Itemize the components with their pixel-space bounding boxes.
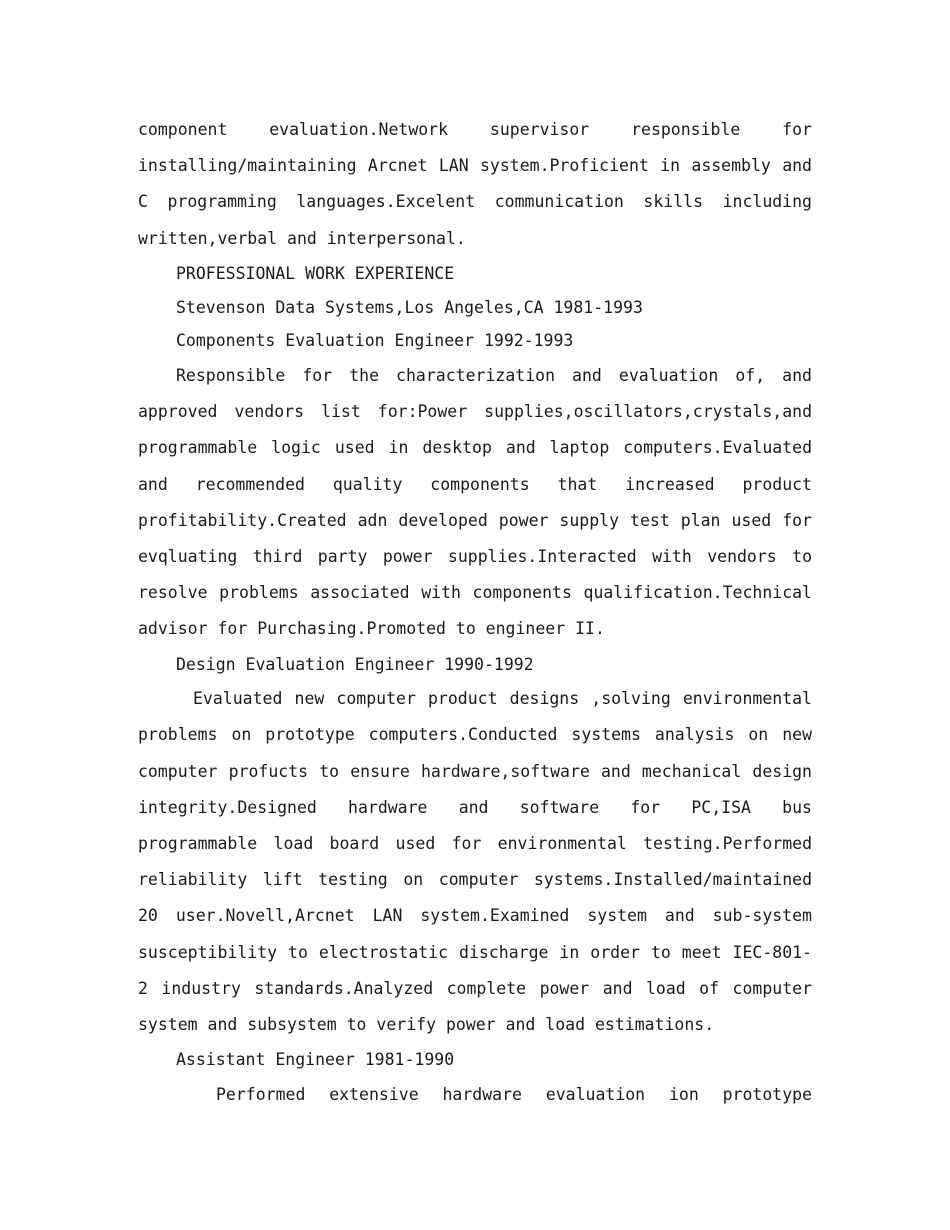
job-title-design-evaluation-engineer: Design Evaluation Engineer 1990-1992 [176,654,534,674]
document-page [138,112,812,1113]
job-description-design-evaluation-engineer: Evaluated new computer product designs ,solving environmental problems on prototype computers.Conducted systems analysis on new computer profucts to ensure hardware,software and mechanical design integrity.Designed hardware and software for PC,ISA bus programmable load board used for environmental testing.Performed reliability lift testing on computer systems.Installed/maintained 20 user.Novell,Arcnet LAN system.Examined system and sub-system susceptibility to electrostatic discharge in order to meet IEC-801-2 industry standards.Analyzed complete power and load of computer system and subsystem to verify power and load estimations. [138,689,812,1035]
job-description-components-evaluation-engineer: Responsible for the characterization and evaluation of, and approved vendors list for:Power supplies,oscillators,crystals,and programmable logic used in desktop and laptop computers.Evaluated and recommended quality components that increased product profitability.Created adn developed power supply test plan used for evqluating third party power supplies.Interacted with vendors to resolve problems associated with components qualification.Technical advisor for Purchasing.Promoted to engineer II. [138,365,812,639]
job-title-assistant-engineer: Assistant Engineer 1981-1990 [176,1050,455,1070]
job-title-components-evaluation-engineer: Components Evaluation Engineer 1992-1993 [176,331,574,351]
employer-line: Stevenson Data Systems,Los Angeles,CA 1981-1993 [176,297,643,317]
intro-paragraph: component evaluation.Network supervisor responsible for installing/maintaining Arcnet LAN system.Proficient in assembly and C programming languages.Excelent communication skills including written,verbal and interpersonal. [138,120,812,248]
section-heading: PROFESSIONAL WORK EXPERIENCE [176,263,455,283]
job-description-assistant-engineer: Performed extensive hardware evaluation ion prototype [216,1084,812,1104]
